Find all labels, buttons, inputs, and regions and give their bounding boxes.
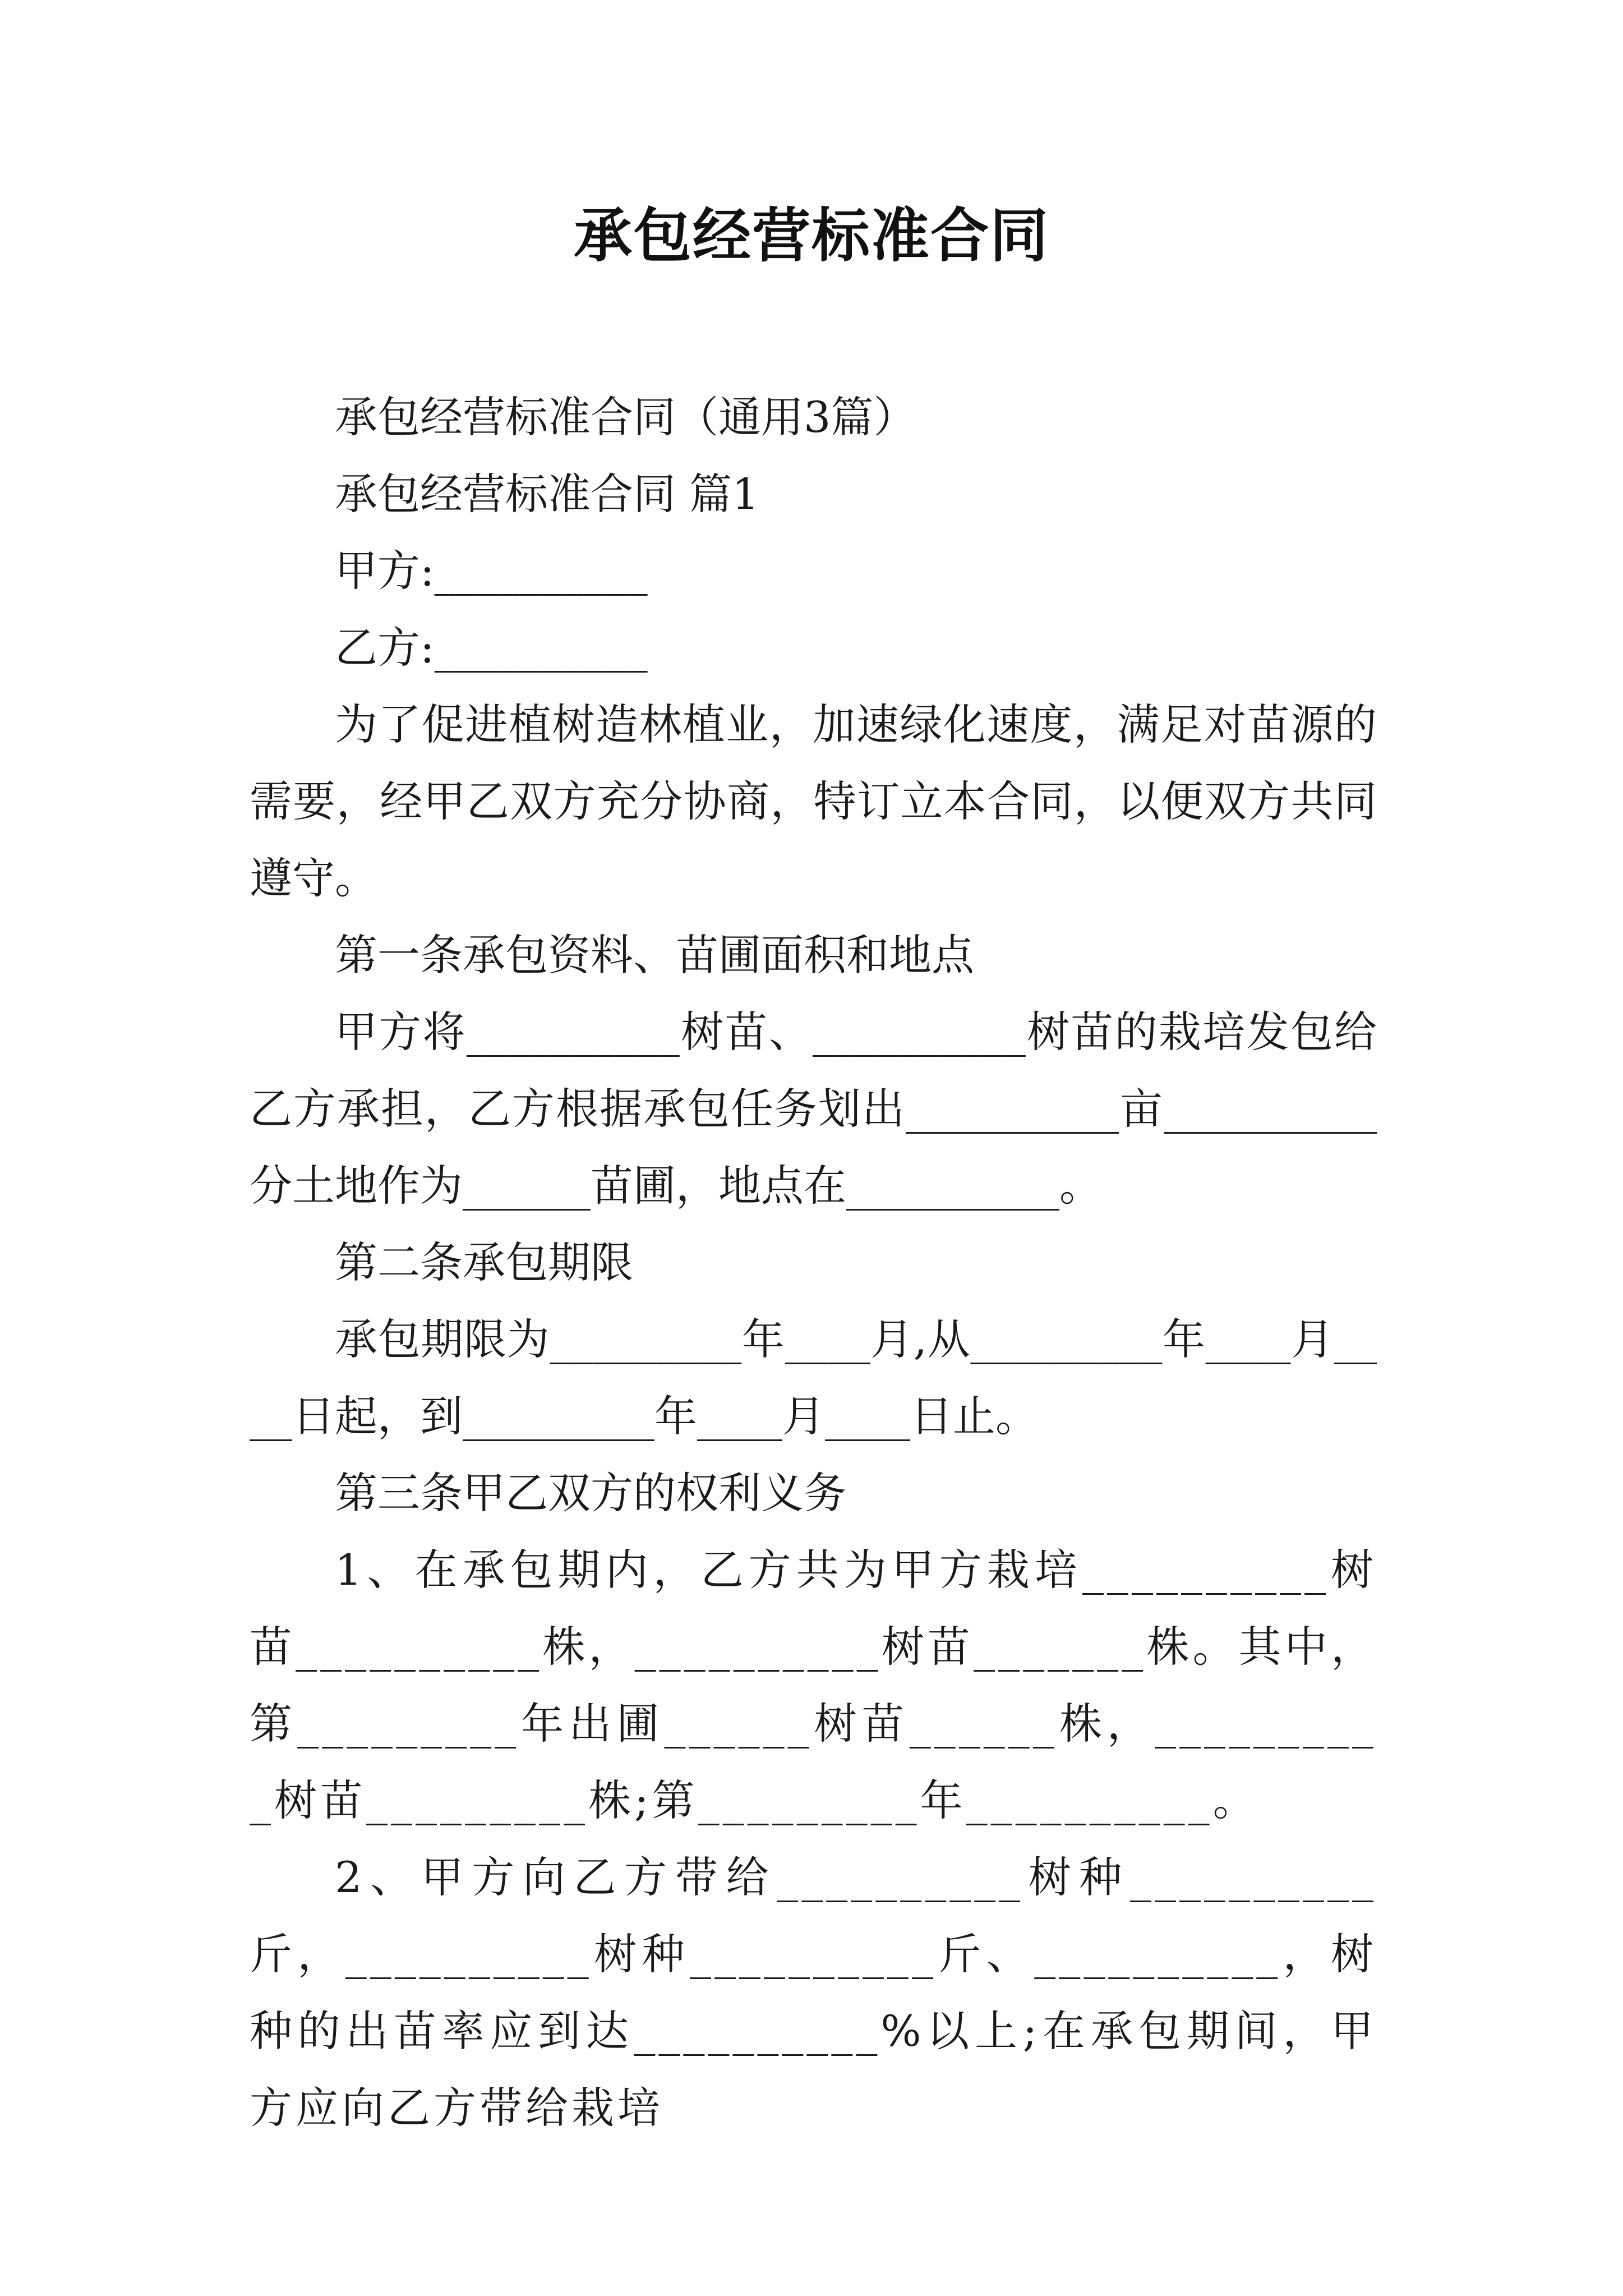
- party-a-line: 甲方:__________: [335, 546, 648, 596]
- party-b-line: 乙方:__________: [335, 623, 648, 673]
- article-3-item-1: 1、在承包期内，乙方共为甲方栽培__________树苗__________株，__________树苗_______株。其中，第_________年出圃______树苗______株，__________树苗_________株;第_________年__________。: [250, 1545, 1377, 1825]
- article-2-body: 承包期限为_________年____月,从_________年____月____日起，到_________年____月____日止。: [250, 1314, 1377, 1441]
- document-title: 承包经营标准合同: [573, 201, 1049, 270]
- document-body: [250, 379, 1377, 2146]
- article-3-item-2: 2、甲方向乙方带给__________树种__________斤，__________树种__________斤、__________，树种的出苗率应到达__________%以上;在承包期间，甲方应向乙方带给栽培: [250, 1852, 1377, 2133]
- doc-heading-part-1: 承包经营标准合同 篇1: [335, 469, 759, 519]
- article-2-heading: 第二条承包期限: [335, 1237, 633, 1287]
- article-1-body: 甲方将__________树苗、__________树苗的栽培发包给乙方承担，乙方根据承包任务划出__________亩__________分土地作为______苗圃，地点在__________。: [250, 1007, 1377, 1211]
- doc-heading-general: 承包经营标准合同（通用3篇）: [335, 392, 916, 442]
- preamble-paragraph: 为了促进植树造林植业，加速绿化速度，满足对苗源的需要，经甲乙双方充分协商，特订立本合同，以便双方共同遵守。: [250, 700, 1377, 903]
- article-1-heading: 第一条承包资料、苗圃面积和地点: [335, 930, 974, 980]
- article-3-heading: 第三条甲乙双方的权利义务: [335, 1468, 846, 1518]
